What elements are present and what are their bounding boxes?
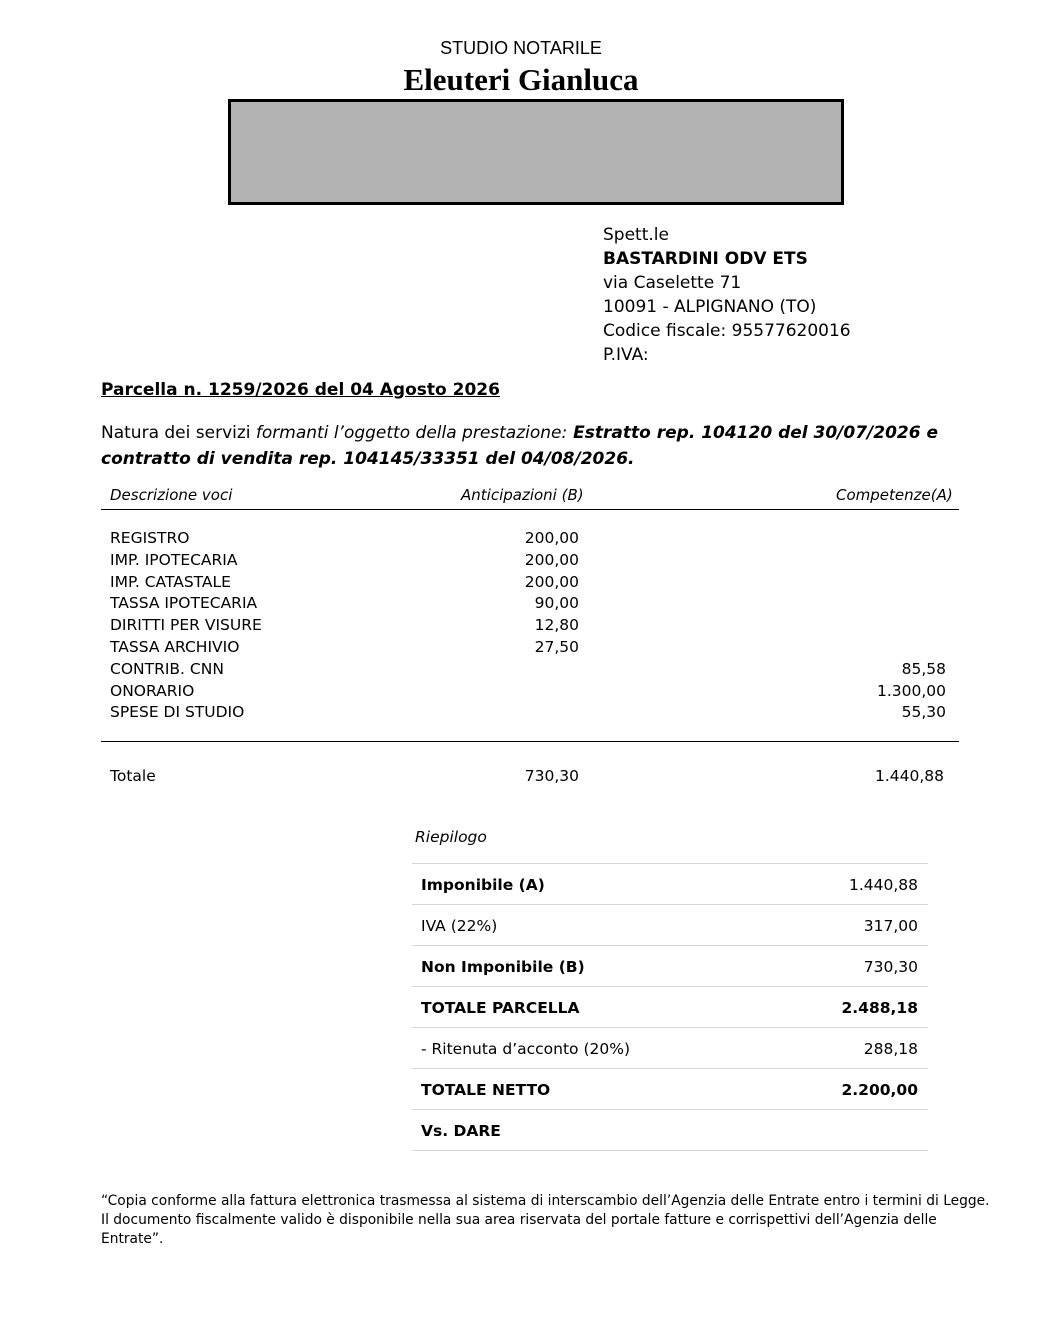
table-row [101, 681, 959, 703]
column-header-advances: Anticipazioni (B) [461, 486, 584, 504]
item-description: TASSA ARCHIVIO [110, 637, 240, 656]
item-advances: 12,80 [534, 616, 579, 635]
item-advances: 27,50 [534, 637, 579, 656]
recipient-city: 10091 - ALPIGNANO (TO) [603, 297, 817, 317]
summary-title: Riepilogo [415, 828, 487, 846]
invoice-title: Parcella n. 1259/2026 del 04 Agosto 2026 [101, 380, 500, 400]
table-row [101, 572, 959, 594]
item-fees: 85,58 [901, 659, 946, 678]
total-fees: 1.440,88 [874, 767, 944, 785]
nature-italic: formanti l’oggetto della prestazione: [255, 423, 568, 443]
total-rule [101, 741, 959, 742]
summary-row-due [412, 1110, 928, 1151]
item-description: SPESE DI STUDIO [110, 703, 245, 722]
recipient-tax-code: Codice fiscale: 95577620016 [603, 321, 851, 341]
item-advances: 90,00 [534, 594, 579, 613]
nature-prefix: Natura dei servizi [101, 423, 256, 443]
summary-row-total-invoice [412, 987, 928, 1028]
summary-label: Imponibile (A) [421, 876, 545, 894]
table-row [101, 528, 959, 550]
item-fees: 55,30 [901, 703, 946, 722]
summary-row-withholding [412, 1028, 928, 1069]
summary-row-non-taxable [412, 946, 928, 987]
service-nature [101, 420, 961, 472]
summary-row-taxable [412, 864, 928, 905]
summary-label: Non Imponibile (B) [421, 958, 585, 976]
item-advances: 200,00 [524, 550, 579, 569]
item-advances: 200,00 [524, 572, 579, 591]
recipient-block [603, 223, 851, 367]
footer-note [101, 1192, 1001, 1249]
item-fees: 1.300,00 [876, 681, 946, 700]
table-row [101, 702, 959, 724]
total-advances: 730,30 [524, 767, 579, 785]
table-row [101, 659, 959, 681]
column-header-description: Descrizione voci [110, 486, 233, 504]
recipient-address: via Caselette 71 [603, 273, 742, 293]
summary-label: TOTALE NETTO [421, 1081, 551, 1099]
summary-row-net-total [412, 1069, 928, 1110]
total-row [101, 767, 959, 789]
total-label: Totale [110, 767, 156, 785]
summary-value: 730,30 [863, 958, 918, 976]
column-header-fees: Competenze(A) [836, 486, 953, 504]
recipient-vat: P.IVA: [603, 345, 649, 365]
table-row [101, 593, 959, 615]
summary-value: 317,00 [863, 917, 918, 935]
item-description: IMP. IPOTECARIA [110, 550, 238, 569]
item-advances: 200,00 [524, 529, 579, 547]
footer-line: “Copia conforme alla fattura elettronica trasmessa al sistema di interscambio dell’Agenzia delle Entrate entro i termini di Legge. [101, 1193, 990, 1209]
item-description: DIRITTI PER VISURE [110, 616, 262, 635]
studio-name: Eleuteri Gianluca [403, 62, 639, 97]
item-description: ONORARIO [110, 681, 195, 700]
table-row [101, 550, 959, 572]
table-row [101, 637, 959, 659]
items-table [101, 528, 959, 724]
summary-value: 1.440,88 [848, 876, 918, 894]
redacted-box [228, 99, 844, 205]
header-rule [101, 509, 959, 510]
item-description: REGISTRO [110, 529, 190, 547]
item-description: IMP. CATASTALE [110, 572, 231, 591]
studio-label: STUDIO NOTARILE [440, 38, 602, 58]
item-description: CONTRIB. CNN [110, 659, 224, 678]
nature-description: Estratto rep. 104120 del 30/07/2026 e contratto di vendita rep. 104145/33351 del 04/08/2026. [101, 423, 939, 469]
summary-value: 2.488,18 [841, 999, 918, 1017]
summary-label: IVA (22%) [421, 917, 498, 935]
summary-label: TOTALE PARCELLA [421, 999, 580, 1017]
recipient-salutation: Spett.le [603, 225, 669, 245]
footer-line: Il documento fiscalmente valido è disponibile nella sua area riservata del portale fatture e corrispettivi dell’Agenzia delle Entrate”. [101, 1212, 937, 1247]
summary-value: 2.200,00 [841, 1081, 918, 1099]
summary-label: Vs. DARE [421, 1122, 501, 1140]
summary-value: 288,18 [863, 1040, 918, 1058]
summary-table [412, 863, 928, 1151]
table-row [101, 615, 959, 637]
summary-label: - Ritenuta d’acconto (20%) [421, 1040, 631, 1058]
summary-row-vat [412, 905, 928, 946]
recipient-name: BASTARDINI ODV ETS [603, 249, 808, 269]
item-description: TASSA IPOTECARIA [110, 594, 258, 613]
